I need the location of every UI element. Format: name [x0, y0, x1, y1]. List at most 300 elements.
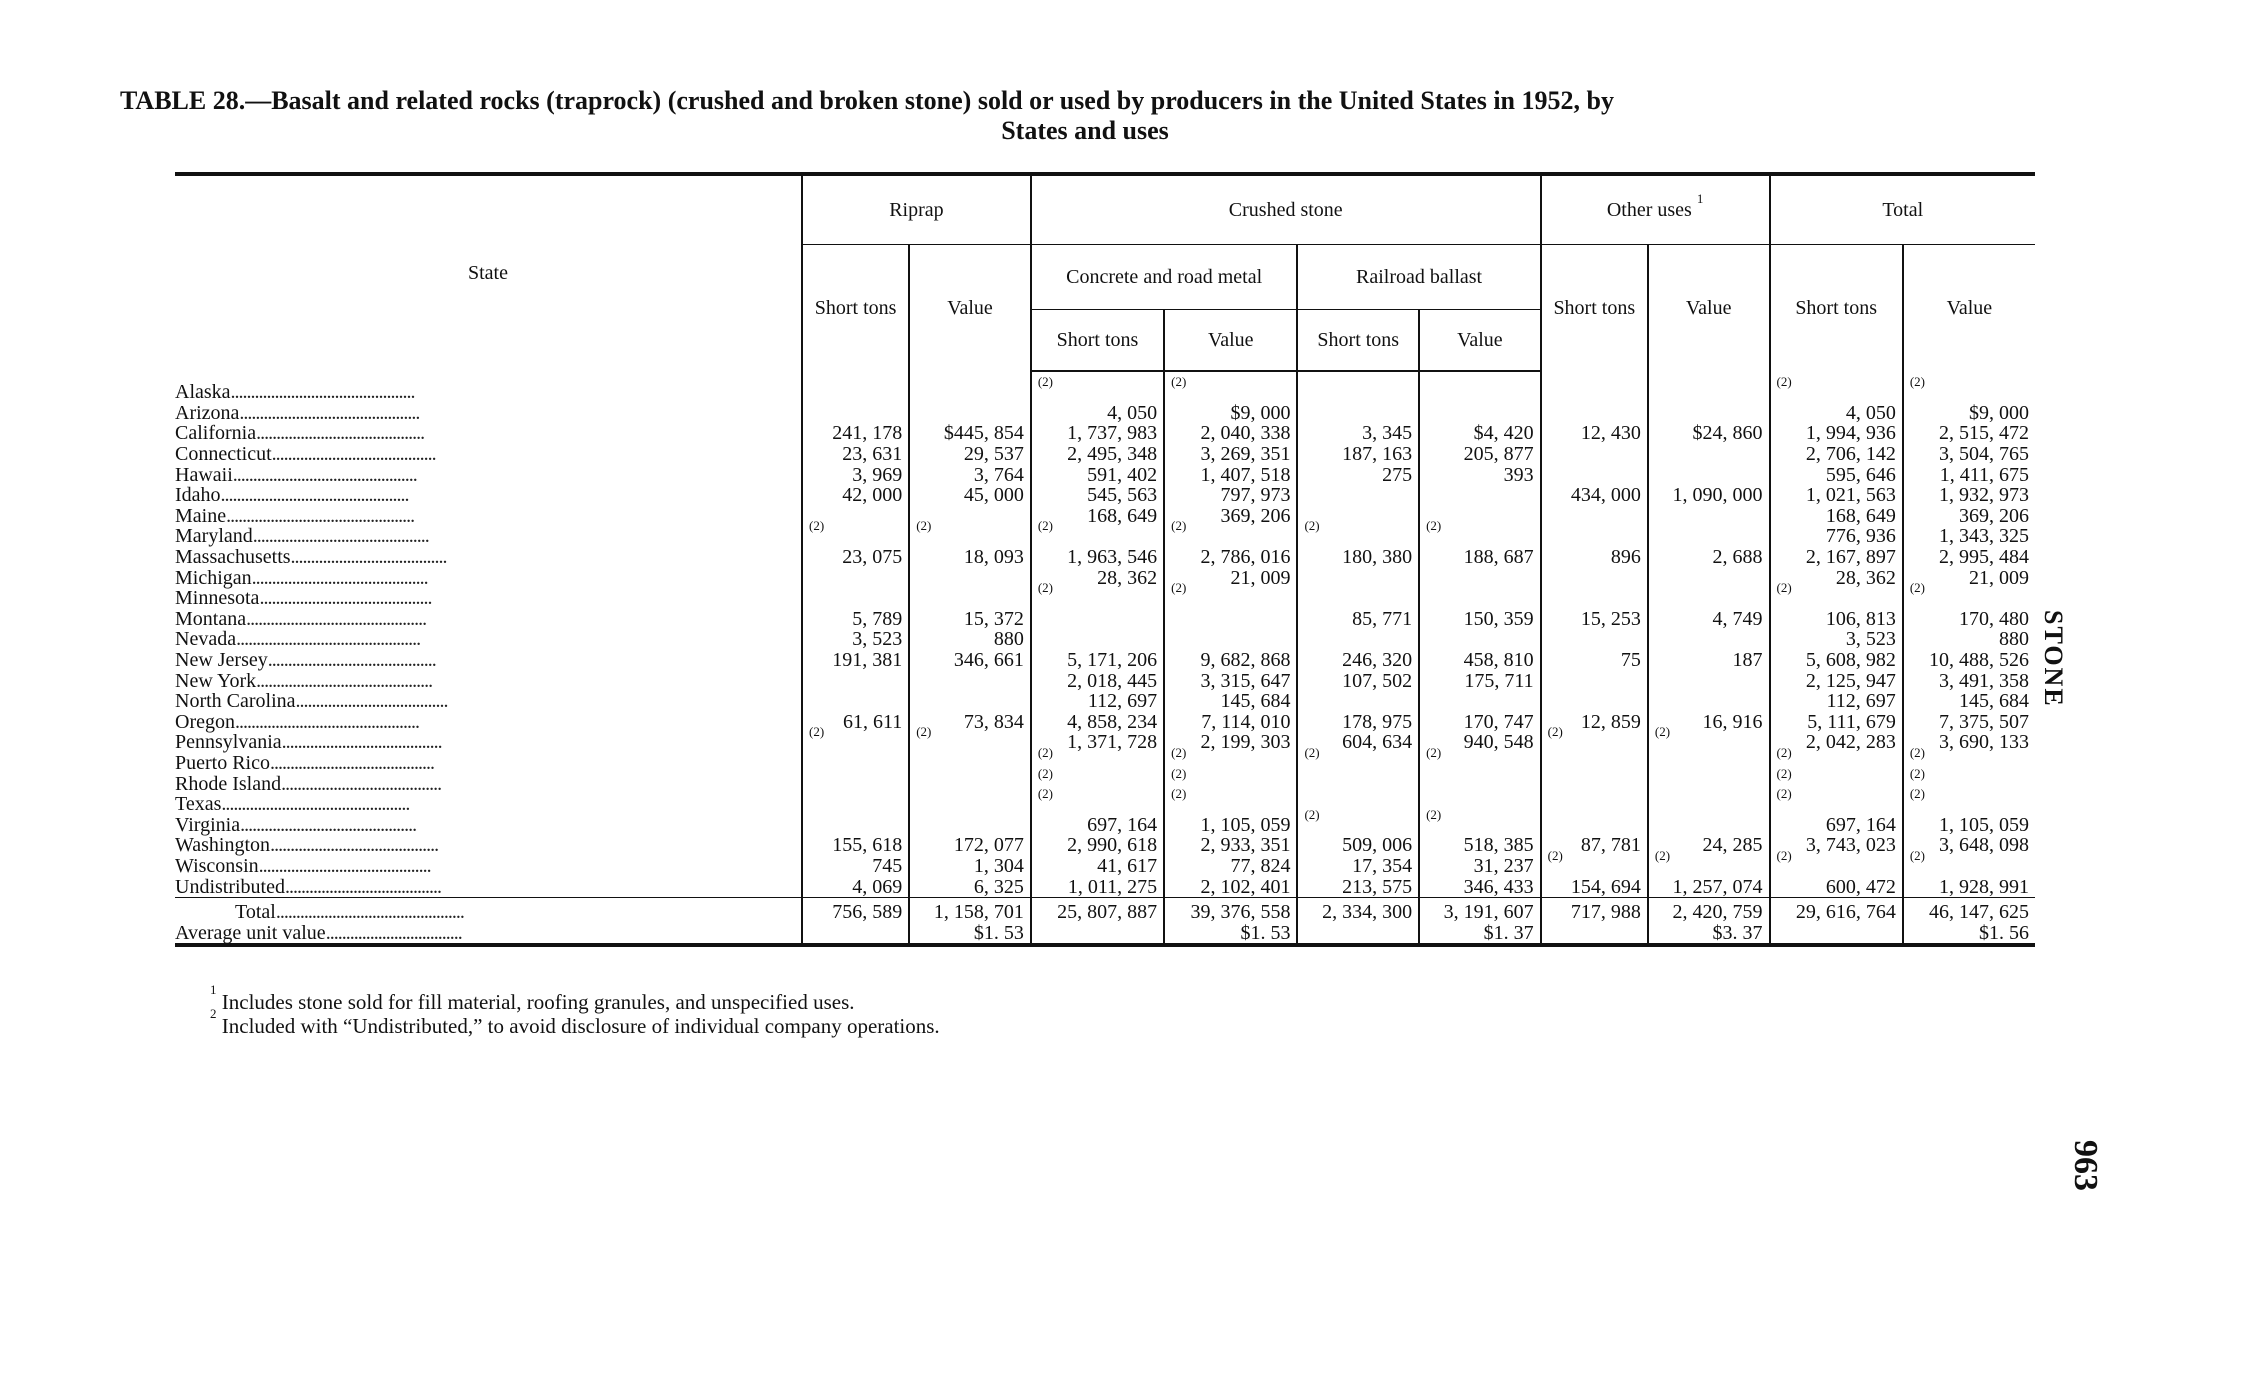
- table-cell: 21, 009: [1164, 567, 1297, 588]
- table-cell: 2, 688: [1648, 547, 1770, 568]
- table-cell: 2, 125, 947: [1770, 670, 1903, 691]
- table-row: [175, 403, 2035, 424]
- table-cell: [1164, 374, 1297, 403]
- other-value-header: Value: [1648, 245, 1770, 372]
- table-cell: [802, 670, 909, 691]
- table-cell: [1297, 403, 1419, 424]
- table-cell: [1541, 506, 1648, 527]
- table-cell: 4, 069: [802, 876, 909, 897]
- table-cell: 172, 077: [909, 835, 1031, 856]
- table-cell: 15, 372: [909, 609, 1031, 630]
- table-cell: [909, 670, 1031, 691]
- table-row: [175, 485, 2035, 506]
- table-cell: 150, 359: [1419, 609, 1541, 630]
- dot-leader: ........................................: [281, 772, 442, 795]
- footnote-ref: (2): [1909, 847, 1925, 863]
- table-cell: 1, 105, 059: [1164, 814, 1297, 835]
- table-cell: 170, 480: [1903, 609, 2035, 630]
- table-cell: [1770, 786, 1903, 815]
- table-cell: 28, 362: [1770, 567, 1903, 588]
- table-cell: 7, 114, 010: [1164, 712, 1297, 733]
- table-cell: 188, 687: [1419, 547, 1541, 568]
- table-cell: 1, 411, 675: [1903, 464, 2035, 485]
- row-label: [175, 922, 802, 945]
- table-cell: 106, 813: [1770, 609, 1903, 630]
- footnote-ref: (2): [809, 724, 825, 740]
- table-cell: 29, 616, 764: [1770, 897, 1903, 922]
- table-cell: [1648, 588, 1770, 609]
- table-cell: [1648, 794, 1770, 815]
- table-row: [175, 464, 2035, 485]
- table-cell: $3. 37: [1648, 922, 1770, 945]
- table-cell: 175, 711: [1419, 670, 1541, 691]
- table-row: [175, 609, 2035, 630]
- table-cell: $4, 420: [1419, 423, 1541, 444]
- table-cell: 6, 325: [909, 876, 1031, 897]
- table-cell: [1541, 382, 1648, 403]
- dot-leader: ..........................................: [270, 834, 439, 857]
- table-cell: 346, 661: [909, 650, 1031, 671]
- table-cell: 880: [1903, 629, 2035, 650]
- state-name: California: [175, 422, 257, 445]
- table-title-line2: States and uses: [1001, 116, 1169, 145]
- row-label: [175, 629, 802, 650]
- table-cell: 2, 042, 283: [1770, 732, 1903, 753]
- table-cell: 1, 343, 325: [1903, 526, 2035, 547]
- state-name: Alaska: [175, 381, 231, 404]
- table-cell: 595, 646: [1770, 464, 1903, 485]
- table-cell: [909, 588, 1031, 609]
- table-cell: 3, 764: [909, 464, 1031, 485]
- table-cell: [1541, 814, 1648, 835]
- footnote-ref: (2): [1909, 765, 1925, 781]
- footnote-ref: (2): [1776, 374, 1792, 390]
- table-cell: [1541, 464, 1648, 485]
- table-cell: 23, 075: [802, 547, 909, 568]
- total-row: [175, 897, 2035, 922]
- row-label: [175, 464, 802, 485]
- table-cell: 10, 488, 526: [1903, 650, 2035, 671]
- footnote-ref: (2): [1909, 744, 1925, 760]
- dot-leader: .............................................: [239, 401, 420, 424]
- table-cell: [909, 753, 1031, 774]
- table-row: [175, 856, 2035, 877]
- table-cell: 4, 050: [1031, 403, 1164, 424]
- table-cell: 2, 167, 897: [1770, 547, 1903, 568]
- table-cell: [1297, 922, 1419, 945]
- table-cell: 940, 548: [1419, 732, 1541, 753]
- footnote-ref: (2): [1037, 518, 1053, 534]
- table-cell: [1648, 773, 1770, 794]
- table-cell: [1297, 691, 1419, 712]
- table-row: [175, 650, 2035, 671]
- table-cell: $1. 56: [1903, 922, 2035, 945]
- table-cell: 21, 009: [1903, 567, 2035, 588]
- state-name: Hawaii: [175, 463, 233, 486]
- dot-leader: ...........................................: [258, 854, 431, 877]
- row-label: [175, 856, 802, 877]
- table-cell: 1, 371, 728: [1031, 732, 1164, 753]
- table-cell: [1903, 374, 2035, 403]
- table-cell: [1297, 588, 1419, 609]
- table-cell: 187: [1648, 650, 1770, 671]
- footnote-ref: (2): [1304, 518, 1320, 534]
- table-cell: 2, 515, 472: [1903, 423, 2035, 444]
- table-cell: 393: [1419, 464, 1541, 485]
- dot-leader: .............................................: [246, 607, 427, 630]
- table-cell: [802, 403, 909, 424]
- state-name: Maryland: [175, 525, 253, 548]
- table-cell: 241, 178: [802, 423, 909, 444]
- table-cell: 16, 916: [1648, 712, 1770, 733]
- footnote-ref: (2): [1037, 580, 1053, 596]
- table-cell: 1, 737, 983: [1031, 423, 1164, 444]
- data-table: [175, 172, 2035, 947]
- table-cell: [1419, 629, 1541, 650]
- state-name: Arizona: [175, 401, 240, 424]
- table-cell: 2, 420, 759: [1648, 897, 1770, 922]
- table-cell: 275: [1297, 464, 1419, 485]
- dot-leader: ..........................................: [256, 422, 425, 445]
- table-cell: [1297, 629, 1419, 650]
- table-cell: 246, 320: [1297, 650, 1419, 671]
- table-row: [175, 814, 2035, 835]
- dot-leader: ..............................................: [236, 628, 421, 651]
- table-row: [175, 629, 2035, 650]
- table-cell: 2, 933, 351: [1164, 835, 1297, 856]
- ballast-value-header: Value: [1419, 310, 1541, 372]
- table-row: [175, 526, 2035, 547]
- footnote-ref: (2): [1037, 374, 1053, 390]
- table-cell: 1, 257, 074: [1648, 876, 1770, 897]
- row-label: [175, 609, 802, 630]
- state-name: New Jersey: [175, 649, 268, 672]
- table-cell: [1541, 567, 1648, 588]
- table-cell: [802, 588, 909, 609]
- footnote-ref: (2): [1304, 744, 1320, 760]
- table-cell: [1541, 526, 1648, 547]
- table-cell: [1541, 724, 1648, 753]
- table-row: [175, 506, 2035, 527]
- riprap-header: Riprap: [802, 174, 1031, 245]
- table-cell: [802, 814, 909, 835]
- table-cell: 170, 747: [1419, 712, 1541, 733]
- table-cell: 3, 648, 098: [1903, 835, 2035, 856]
- table-cell: [1419, 744, 1541, 774]
- table-body: [175, 371, 2035, 945]
- table-cell: [1648, 567, 1770, 588]
- dot-leader: .......................................: [290, 546, 447, 569]
- riprap-value-header: Value: [909, 245, 1031, 372]
- table-cell: 7, 375, 507: [1903, 712, 2035, 733]
- row-label: [175, 547, 802, 568]
- table-cell: [1419, 567, 1541, 588]
- table-cell: 12, 430: [1541, 423, 1648, 444]
- dot-leader: .........................................: [270, 751, 434, 774]
- table-cell: 1, 090, 000: [1648, 485, 1770, 506]
- table-cell: [802, 518, 909, 547]
- table-row: [175, 670, 2035, 691]
- table-row: [175, 753, 2035, 774]
- table-cell: 717, 988: [1541, 897, 1648, 922]
- state-name: Connecticut: [175, 443, 272, 466]
- table-cell: 1, 994, 936: [1770, 423, 1903, 444]
- footnote-ref: (2): [1037, 765, 1053, 781]
- footnote-ref: (2): [916, 724, 932, 740]
- table-cell: $9, 000: [1164, 403, 1297, 424]
- row-label: [175, 403, 802, 424]
- table-cell: 3, 743, 023: [1770, 835, 1903, 856]
- row-label: [175, 588, 802, 609]
- table-cell: [909, 518, 1031, 547]
- table-cell: [1648, 382, 1770, 403]
- riprap-short-tons-header: Short tons: [802, 245, 909, 372]
- footnote-ref: (2): [1776, 744, 1792, 760]
- table-cell: 45, 000: [909, 485, 1031, 506]
- table-cell: [1031, 580, 1164, 609]
- table-cell: [909, 794, 1031, 815]
- table-cell: [909, 773, 1031, 794]
- table-cell: 5, 171, 206: [1031, 650, 1164, 671]
- row-label: [175, 670, 802, 691]
- footnote-ref: (2): [1776, 580, 1792, 596]
- table-cell: [1031, 922, 1164, 945]
- footnote-ref: (2): [1037, 744, 1053, 760]
- table-cell: 5, 111, 679: [1770, 712, 1903, 733]
- other-uses-label: Other uses: [1606, 198, 1692, 221]
- row-label: [175, 526, 802, 547]
- table-cell: 42, 000: [802, 485, 909, 506]
- table-cell: 604, 634: [1297, 732, 1419, 753]
- row-label: [175, 506, 802, 527]
- table-row: [175, 732, 2035, 753]
- table-cell: 1, 158, 701: [909, 897, 1031, 922]
- ballast-header: Railroad ballast: [1297, 245, 1540, 310]
- table-cell: 2, 495, 348: [1031, 444, 1164, 465]
- table-cell: 2, 334, 300: [1297, 897, 1419, 922]
- concrete-header: Concrete and road metal: [1031, 245, 1298, 310]
- table-cell: 87, 781: [1541, 835, 1648, 856]
- table-cell: [1648, 670, 1770, 691]
- table-cell: [1541, 847, 1648, 877]
- table-cell: [1648, 814, 1770, 835]
- total-header: Total: [1770, 174, 2036, 245]
- state-name: Washington: [175, 834, 271, 857]
- table-cell: [1297, 382, 1419, 403]
- footnote-2: [210, 1006, 940, 1038]
- table-cell: [1297, 567, 1419, 588]
- state-name: Idaho: [175, 484, 221, 507]
- state-name: Massachusetts: [175, 546, 291, 569]
- table-cell: 18, 093: [909, 547, 1031, 568]
- table-cell: 745: [802, 856, 909, 877]
- total-short-tons-header: Short tons: [1770, 245, 1903, 372]
- table-row: [175, 444, 2035, 465]
- table-row: [175, 773, 2035, 794]
- table-cell: [1297, 744, 1419, 774]
- table-cell: 31, 237: [1419, 856, 1541, 877]
- state-name: Wisconsin: [175, 854, 259, 877]
- table-cell: [1419, 403, 1541, 424]
- dot-leader: ..............................................: [230, 381, 415, 404]
- row-label: [175, 650, 802, 671]
- table-cell: [1541, 670, 1648, 691]
- table-cell: [1648, 526, 1770, 547]
- table-cell: 3, 191, 607: [1419, 897, 1541, 922]
- table-cell: [1648, 403, 1770, 424]
- row-label: [175, 444, 802, 465]
- state-name: Oregon: [175, 710, 235, 733]
- side-section-label: STONE: [2039, 610, 2068, 708]
- table-cell: [909, 382, 1031, 403]
- table-title-line1: TABLE 28.—Basalt and related rocks (traprock) (crushed and broken stone) sold or used by producers in the United States in 1952, by: [120, 86, 1614, 115]
- dot-leader: .........................................: [271, 443, 436, 466]
- table-cell: 5, 608, 982: [1770, 650, 1903, 671]
- table-cell: [802, 753, 909, 774]
- table-cell: [909, 403, 1031, 424]
- table-cell: 797, 973: [1164, 485, 1297, 506]
- state-name: Puerto Rico: [175, 751, 270, 774]
- crushed-stone-header: Crushed stone: [1031, 174, 1541, 245]
- state-name: Undistributed: [175, 875, 285, 898]
- table-cell: [1770, 580, 1903, 609]
- table-cell: 2, 786, 016: [1164, 547, 1297, 568]
- table-cell: [1419, 806, 1541, 835]
- table-cell: 29, 537: [909, 444, 1031, 465]
- table-cell: [1770, 374, 1903, 403]
- table-cell: [1164, 609, 1297, 630]
- page-number: 963: [2067, 1140, 2104, 1191]
- table-cell: 73, 834: [909, 712, 1031, 733]
- table-cell: 112, 697: [1031, 691, 1164, 712]
- table-cell: [1541, 691, 1648, 712]
- table-cell: $445, 854: [909, 423, 1031, 444]
- table-cell: [1031, 786, 1164, 815]
- state-name: Maine: [175, 504, 227, 527]
- state-name: New York: [175, 669, 257, 692]
- table-cell: 3, 523: [802, 629, 909, 650]
- table-cell: 509, 006: [1297, 835, 1419, 856]
- table-cell: 2, 706, 142: [1770, 444, 1903, 465]
- table-cell: [1903, 847, 2035, 877]
- table-row: [175, 567, 2035, 588]
- table-cell: 155, 618: [802, 835, 909, 856]
- table-cell: 2, 040, 338: [1164, 423, 1297, 444]
- table-cell: 600, 472: [1770, 876, 1903, 897]
- footnote-ref: (2): [1171, 374, 1187, 390]
- state-name: Virginia: [175, 813, 241, 836]
- footnote-ref: (2): [1171, 744, 1187, 760]
- other-uses-header: [1541, 174, 1770, 245]
- table-cell: 1, 928, 991: [1903, 876, 2035, 897]
- table-cell: 3, 269, 351: [1164, 444, 1297, 465]
- table-cell: 15, 253: [1541, 609, 1648, 630]
- table-cell: [1031, 629, 1164, 650]
- table-cell: 545, 563: [1031, 485, 1164, 506]
- footnote-ref: (2): [1426, 806, 1442, 822]
- table-cell: 2, 990, 618: [1031, 835, 1164, 856]
- table-cell: 1, 932, 973: [1903, 485, 2035, 506]
- table-row: [175, 423, 2035, 444]
- table-cell: 3, 504, 765: [1903, 444, 2035, 465]
- footnote-ref: (2): [1171, 786, 1187, 802]
- table-cell: [1903, 580, 2035, 609]
- table-cell: [1770, 922, 1903, 945]
- footnote-ref: (2): [916, 518, 932, 534]
- table-cell: 4, 858, 234: [1031, 712, 1164, 733]
- row-label: [175, 691, 802, 712]
- row-label: [175, 773, 802, 794]
- table-cell: 369, 206: [1164, 506, 1297, 527]
- state-name: Minnesota: [175, 587, 260, 610]
- table-cell: 9, 682, 868: [1164, 650, 1297, 671]
- footnote-ref: (2): [1909, 374, 1925, 390]
- table-cell: 4, 050: [1770, 403, 1903, 424]
- dot-leader: ..............................................: [234, 710, 419, 733]
- table-cell: [1541, 444, 1648, 465]
- dot-leader: ............................................: [251, 566, 428, 589]
- footnote-1-text: Includes stone sold for fill material, roofing granules, and unspecified uses.: [221, 990, 855, 1014]
- footnote-ref: (2): [1037, 786, 1053, 802]
- table-cell: 2, 102, 401: [1164, 876, 1297, 897]
- table-cell: 1, 304: [909, 856, 1031, 877]
- table-cell: 3, 345: [1297, 423, 1419, 444]
- table-cell: 2, 995, 484: [1903, 547, 2035, 568]
- footnote-2-text: Included with “Undistributed,” to avoid disclosure of individual company operations.: [221, 1014, 940, 1038]
- table-cell: $9, 000: [1903, 403, 2035, 424]
- table-cell: [1648, 724, 1770, 753]
- table-cell: 1, 963, 546: [1031, 547, 1164, 568]
- table-cell: 25, 807, 887: [1031, 897, 1164, 922]
- state-name: Michigan: [175, 566, 252, 589]
- table-cell: [909, 814, 1031, 835]
- table-cell: [1770, 847, 1903, 877]
- table-cell: [1031, 518, 1164, 547]
- table-cell: [1164, 580, 1297, 609]
- table-cell: $1. 53: [909, 922, 1031, 945]
- table-cell: 776, 936: [1770, 526, 1903, 547]
- table-cell: [1541, 922, 1648, 945]
- table-cell: $1. 37: [1419, 922, 1541, 945]
- table-cell: [1648, 444, 1770, 465]
- footnote-ref: (2): [1426, 518, 1442, 534]
- table-cell: 697, 164: [1031, 814, 1164, 835]
- table-cell: [1541, 629, 1648, 650]
- state-name: Texas: [175, 793, 222, 816]
- footnote-ref: (2): [809, 518, 825, 534]
- table-cell: 5, 789: [802, 609, 909, 630]
- row-label: [175, 567, 802, 588]
- table-cell: 41, 617: [1031, 856, 1164, 877]
- table-cell: 697, 164: [1770, 814, 1903, 835]
- table-cell: 1, 011, 275: [1031, 876, 1164, 897]
- dot-leader: ............................................: [252, 525, 429, 548]
- table-cell: [1648, 629, 1770, 650]
- table-cell: [802, 691, 909, 712]
- table-cell: 61, 611: [802, 712, 909, 733]
- table-cell: [1031, 609, 1164, 630]
- table-cell: [1419, 485, 1541, 506]
- footnote-ref: (2): [1547, 724, 1563, 740]
- table-cell: [1164, 629, 1297, 650]
- table-cell: [1541, 794, 1648, 815]
- table-cell: [1419, 691, 1541, 712]
- dot-leader: ..............................................: [232, 463, 417, 486]
- table-cell: 75: [1541, 650, 1648, 671]
- table-cell: [802, 794, 909, 815]
- table-cell: [1031, 374, 1164, 403]
- table-cell: 2, 018, 445: [1031, 670, 1164, 691]
